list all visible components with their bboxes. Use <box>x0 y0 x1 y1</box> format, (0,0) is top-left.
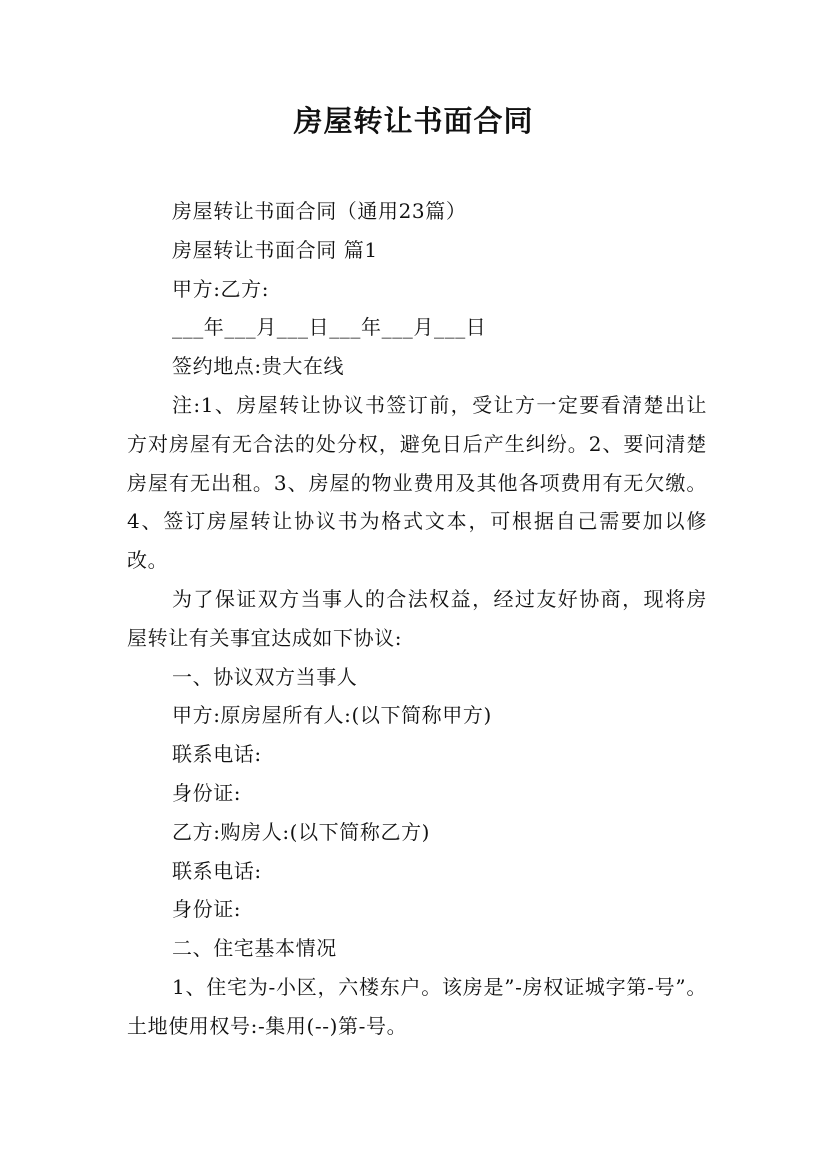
section-2-heading: 二、住宅基本情况 <box>172 936 337 961</box>
signing-location: 签约地点:贵大在线 <box>172 354 345 379</box>
date-line: ___年___月___日___年___月___日 <box>172 315 487 340</box>
intro-paragraph: 为了保证双方当事人的合法权益，经过友好协商，现将房屋转让有关事宜达成如下协议: <box>127 586 707 650</box>
note-paragraph: 注:1、房屋转让协议书签订前，受让方一定要看清楚出让方对房屋有无合法的处分权，避免日后产生纠纷。2、要问清楚房屋有无出租。3、房屋的物业费用及其他各项费用有无欠缴。4、签订房屋转让协议书为格式文本，可根据自己需要加以修改。 <box>127 392 707 573</box>
party-a-id: 身份证: <box>172 780 242 805</box>
contract-subtitle: 房屋转让书面合同（通用23篇） <box>172 199 467 223</box>
party-b-phone: 联系电话: <box>172 858 262 883</box>
contract-part-heading: 房屋转让书面合同 篇1 <box>172 237 378 262</box>
item-1-paragraph: 1、住宅为-小区，六楼东户。该房是”-房权证城字第-号”。土地使用权号:-集用(--)第-号。 <box>127 974 707 1038</box>
party-b-line: 乙方:购房人:(以下简称乙方) <box>172 819 431 844</box>
party-a-phone: 联系电话: <box>172 742 262 767</box>
document-body <box>127 192 707 1046</box>
section-1-heading: 一、协议双方当事人 <box>172 664 358 689</box>
party-a-line: 甲方:原房屋所有人:(以下简称甲方) <box>172 703 492 728</box>
parties-line: 甲方:乙方: <box>172 276 270 301</box>
party-b-id: 身份证: <box>172 897 242 922</box>
document-title: 房屋转让书面合同 <box>293 104 534 138</box>
